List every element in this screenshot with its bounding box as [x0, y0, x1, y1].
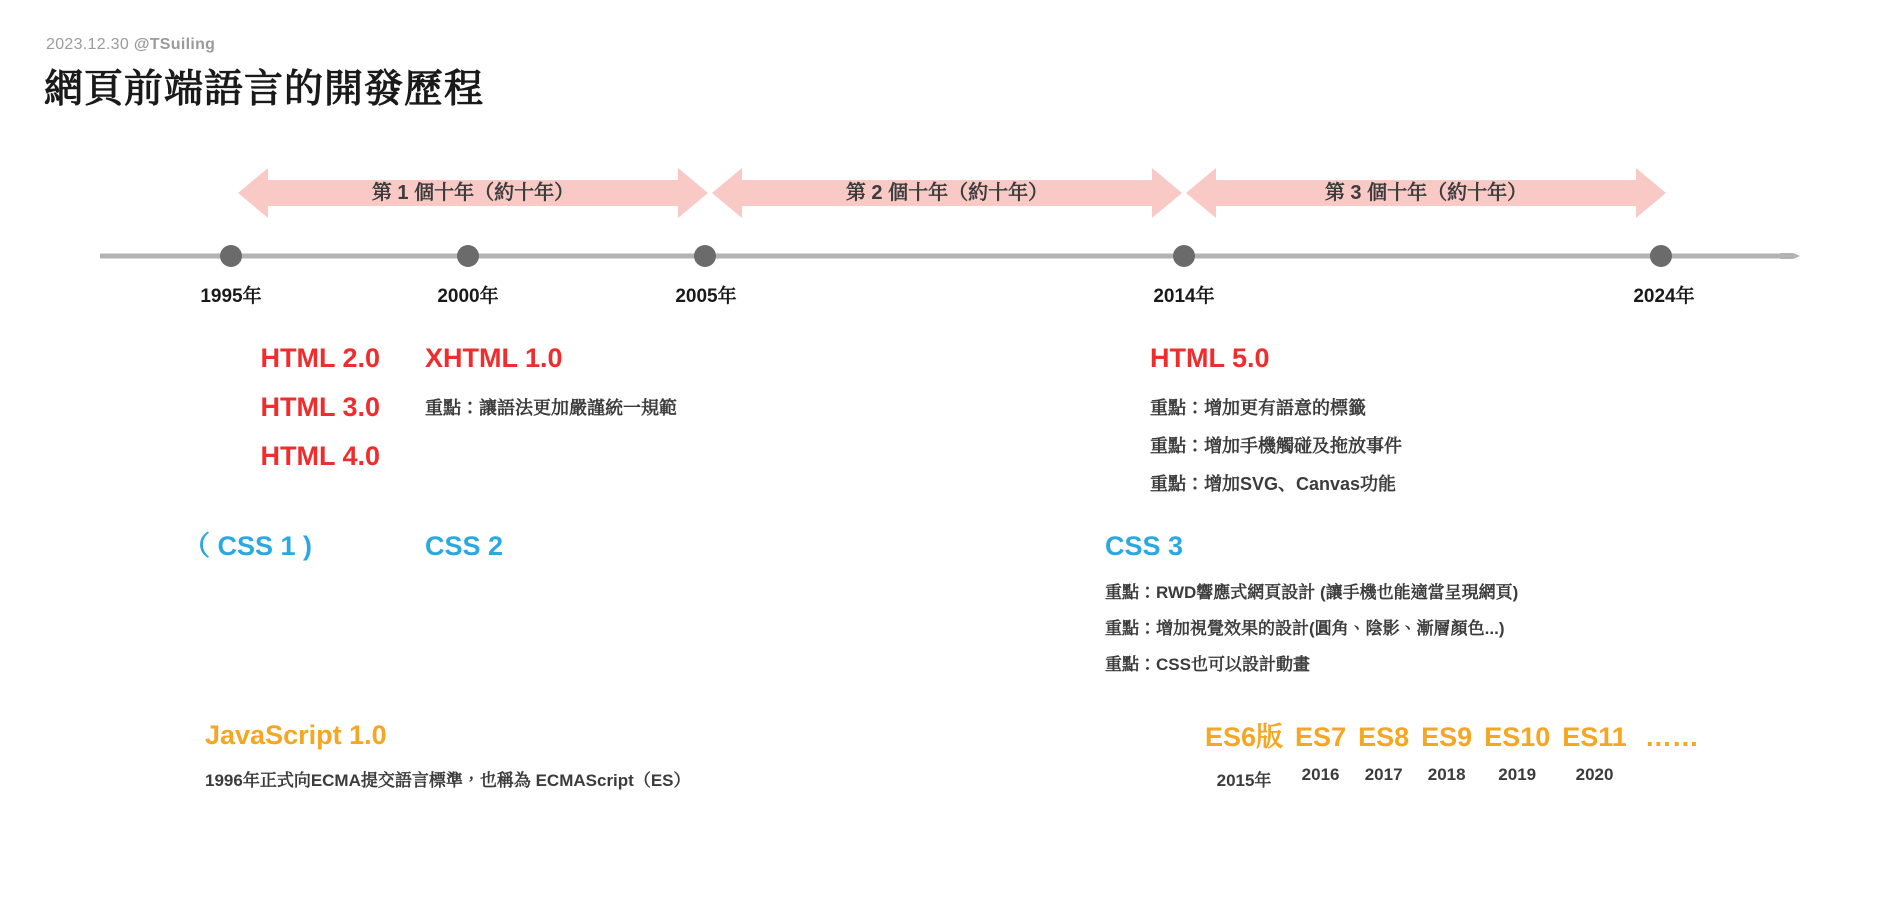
- timeline-dot-2005: [694, 245, 716, 267]
- publish-date: 2023.12.30: [46, 36, 130, 53]
- html-version-item: HTML 2.0: [260, 343, 380, 373]
- css1-title: （ CSS 1 ): [183, 531, 313, 561]
- es-version-item: [1484, 722, 1550, 785]
- es-version-label: ES10: [1484, 722, 1551, 752]
- meta-line: [46, 36, 215, 54]
- javascript-block: [205, 715, 691, 799]
- css2-title: CSS 2: [425, 531, 504, 561]
- timeline-dot-2024: [1650, 245, 1672, 267]
- es-more-ellipsis: ……: [1644, 722, 1699, 752]
- decade-label: 第 2 個十年（約十年）: [845, 182, 1049, 204]
- es-version-item: [1421, 722, 1472, 785]
- timeline-year-label: 2000年: [437, 286, 499, 307]
- xhtml-block: [425, 334, 677, 427]
- css3-note: 重點：增加視覺效果的設計(圓角、陰影、漸層顏色...): [1105, 619, 1505, 638]
- es-version-label: ES7: [1295, 722, 1347, 752]
- timeline-year-label: 2014年: [1153, 286, 1215, 307]
- es-versions-row: [1205, 715, 1699, 791]
- author-handle: @TSuiling: [133, 36, 216, 53]
- html5-note: 重點：增加更有語意的標籤: [1150, 398, 1366, 418]
- html5-note: 重點：增加SVG、Canvas功能: [1150, 474, 1397, 494]
- timeline-year-label: 2005年: [675, 286, 737, 307]
- es-version-year: 2020: [1575, 765, 1614, 784]
- decade-banner-2: [712, 166, 1182, 220]
- es-version-item: [1358, 722, 1409, 785]
- css3-block: [1105, 525, 1518, 683]
- es-version-item: [1205, 715, 1283, 791]
- decade-label: 第 1 個十年（約十年）: [371, 182, 575, 204]
- html5-title: HTML 5.0: [1150, 343, 1270, 373]
- css3-note: 重點：RWD響應式網頁設計 (讓手機也能適當呈現網頁): [1105, 583, 1519, 602]
- html5-note: 重點：增加手機觸碰及拖放事件: [1150, 436, 1402, 456]
- html5-block: [1150, 334, 1402, 503]
- es-version-year: 2017: [1364, 765, 1403, 784]
- timeline-year-label: 2024年: [1633, 286, 1695, 307]
- page-title: 網頁前端語言的開發歷程: [44, 68, 485, 111]
- javascript-note: 1996年正式向ECMA提交語言標準，也稱為 ECMAScript（ES）: [205, 771, 691, 790]
- html-version-item: HTML 3.0: [260, 392, 380, 422]
- html-version-item: HTML 4.0: [260, 441, 380, 471]
- es-version-year: 2018: [1427, 765, 1466, 784]
- decade-banner-1: [238, 166, 708, 220]
- javascript-title: JavaScript 1.0: [205, 720, 387, 750]
- html-versions-1995: [100, 334, 380, 481]
- es-version-year: 2016: [1301, 765, 1340, 784]
- xhtml-note: 重點：讓語法更加嚴謹統一規範: [425, 398, 677, 418]
- es-version-label: ES8: [1358, 722, 1410, 752]
- es-version-item: [1562, 722, 1627, 785]
- xhtml-title: XHTML 1.0: [425, 343, 563, 373]
- css3-note: 重點：CSS也可以設計動畫: [1105, 655, 1310, 674]
- timeline-dot-2014: [1173, 245, 1195, 267]
- es-version-label: ES11: [1562, 722, 1627, 752]
- timeline-axis: [100, 253, 1800, 259]
- es-version-year: 2015年: [1216, 771, 1272, 790]
- decade-banner-3: [1186, 166, 1666, 220]
- es-version-label: ES6版: [1205, 722, 1284, 752]
- css3-title: CSS 3: [1105, 531, 1184, 561]
- es-version-year: 2019: [1498, 765, 1537, 784]
- es-version-label: ES9: [1421, 722, 1473, 752]
- timeline-year-label: 1995年: [200, 286, 262, 307]
- decade-label: 第 3 個十年（約十年）: [1324, 182, 1528, 204]
- timeline-dot-1995: [220, 245, 242, 267]
- es-version-item: [1295, 722, 1346, 785]
- timeline-dot-2000: [457, 245, 479, 267]
